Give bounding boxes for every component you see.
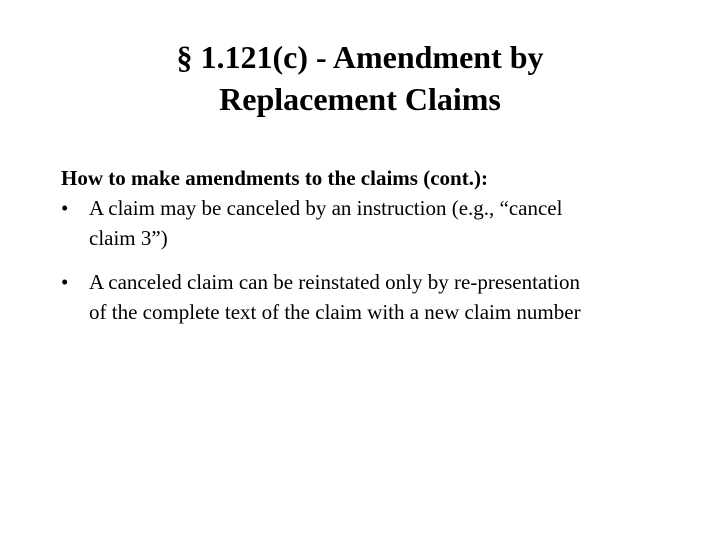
- slide-title: [60, 36, 660, 120]
- bullet-2-line-2: of the complete text of the claim with a new claim number: [89, 300, 581, 324]
- bullet-text-2: [89, 267, 681, 327]
- bullet-1-line-2: claim 3”): [89, 226, 168, 250]
- bullet-list: [61, 193, 681, 327]
- bullet-marker: •: [61, 270, 69, 294]
- bullet-text-1: [89, 193, 681, 253]
- slide-body: [61, 163, 681, 327]
- slide-title-line-2: Replacement Claims: [219, 81, 501, 117]
- bullet-item-2: [61, 267, 681, 327]
- bullet-marker: •: [61, 196, 69, 220]
- bullet-item-1: [61, 193, 681, 253]
- bullet-2-line-1: A canceled claim can be reinstated only by re-presentation: [89, 270, 580, 294]
- bullet-1-line-1: A claim may be canceled by an instruction (e.g., “cancel: [89, 196, 563, 220]
- intro-heading: How to make amendments to the claims (cont.):: [61, 166, 488, 190]
- slide-title-line-1: § 1.121(c) - Amendment by: [176, 39, 544, 75]
